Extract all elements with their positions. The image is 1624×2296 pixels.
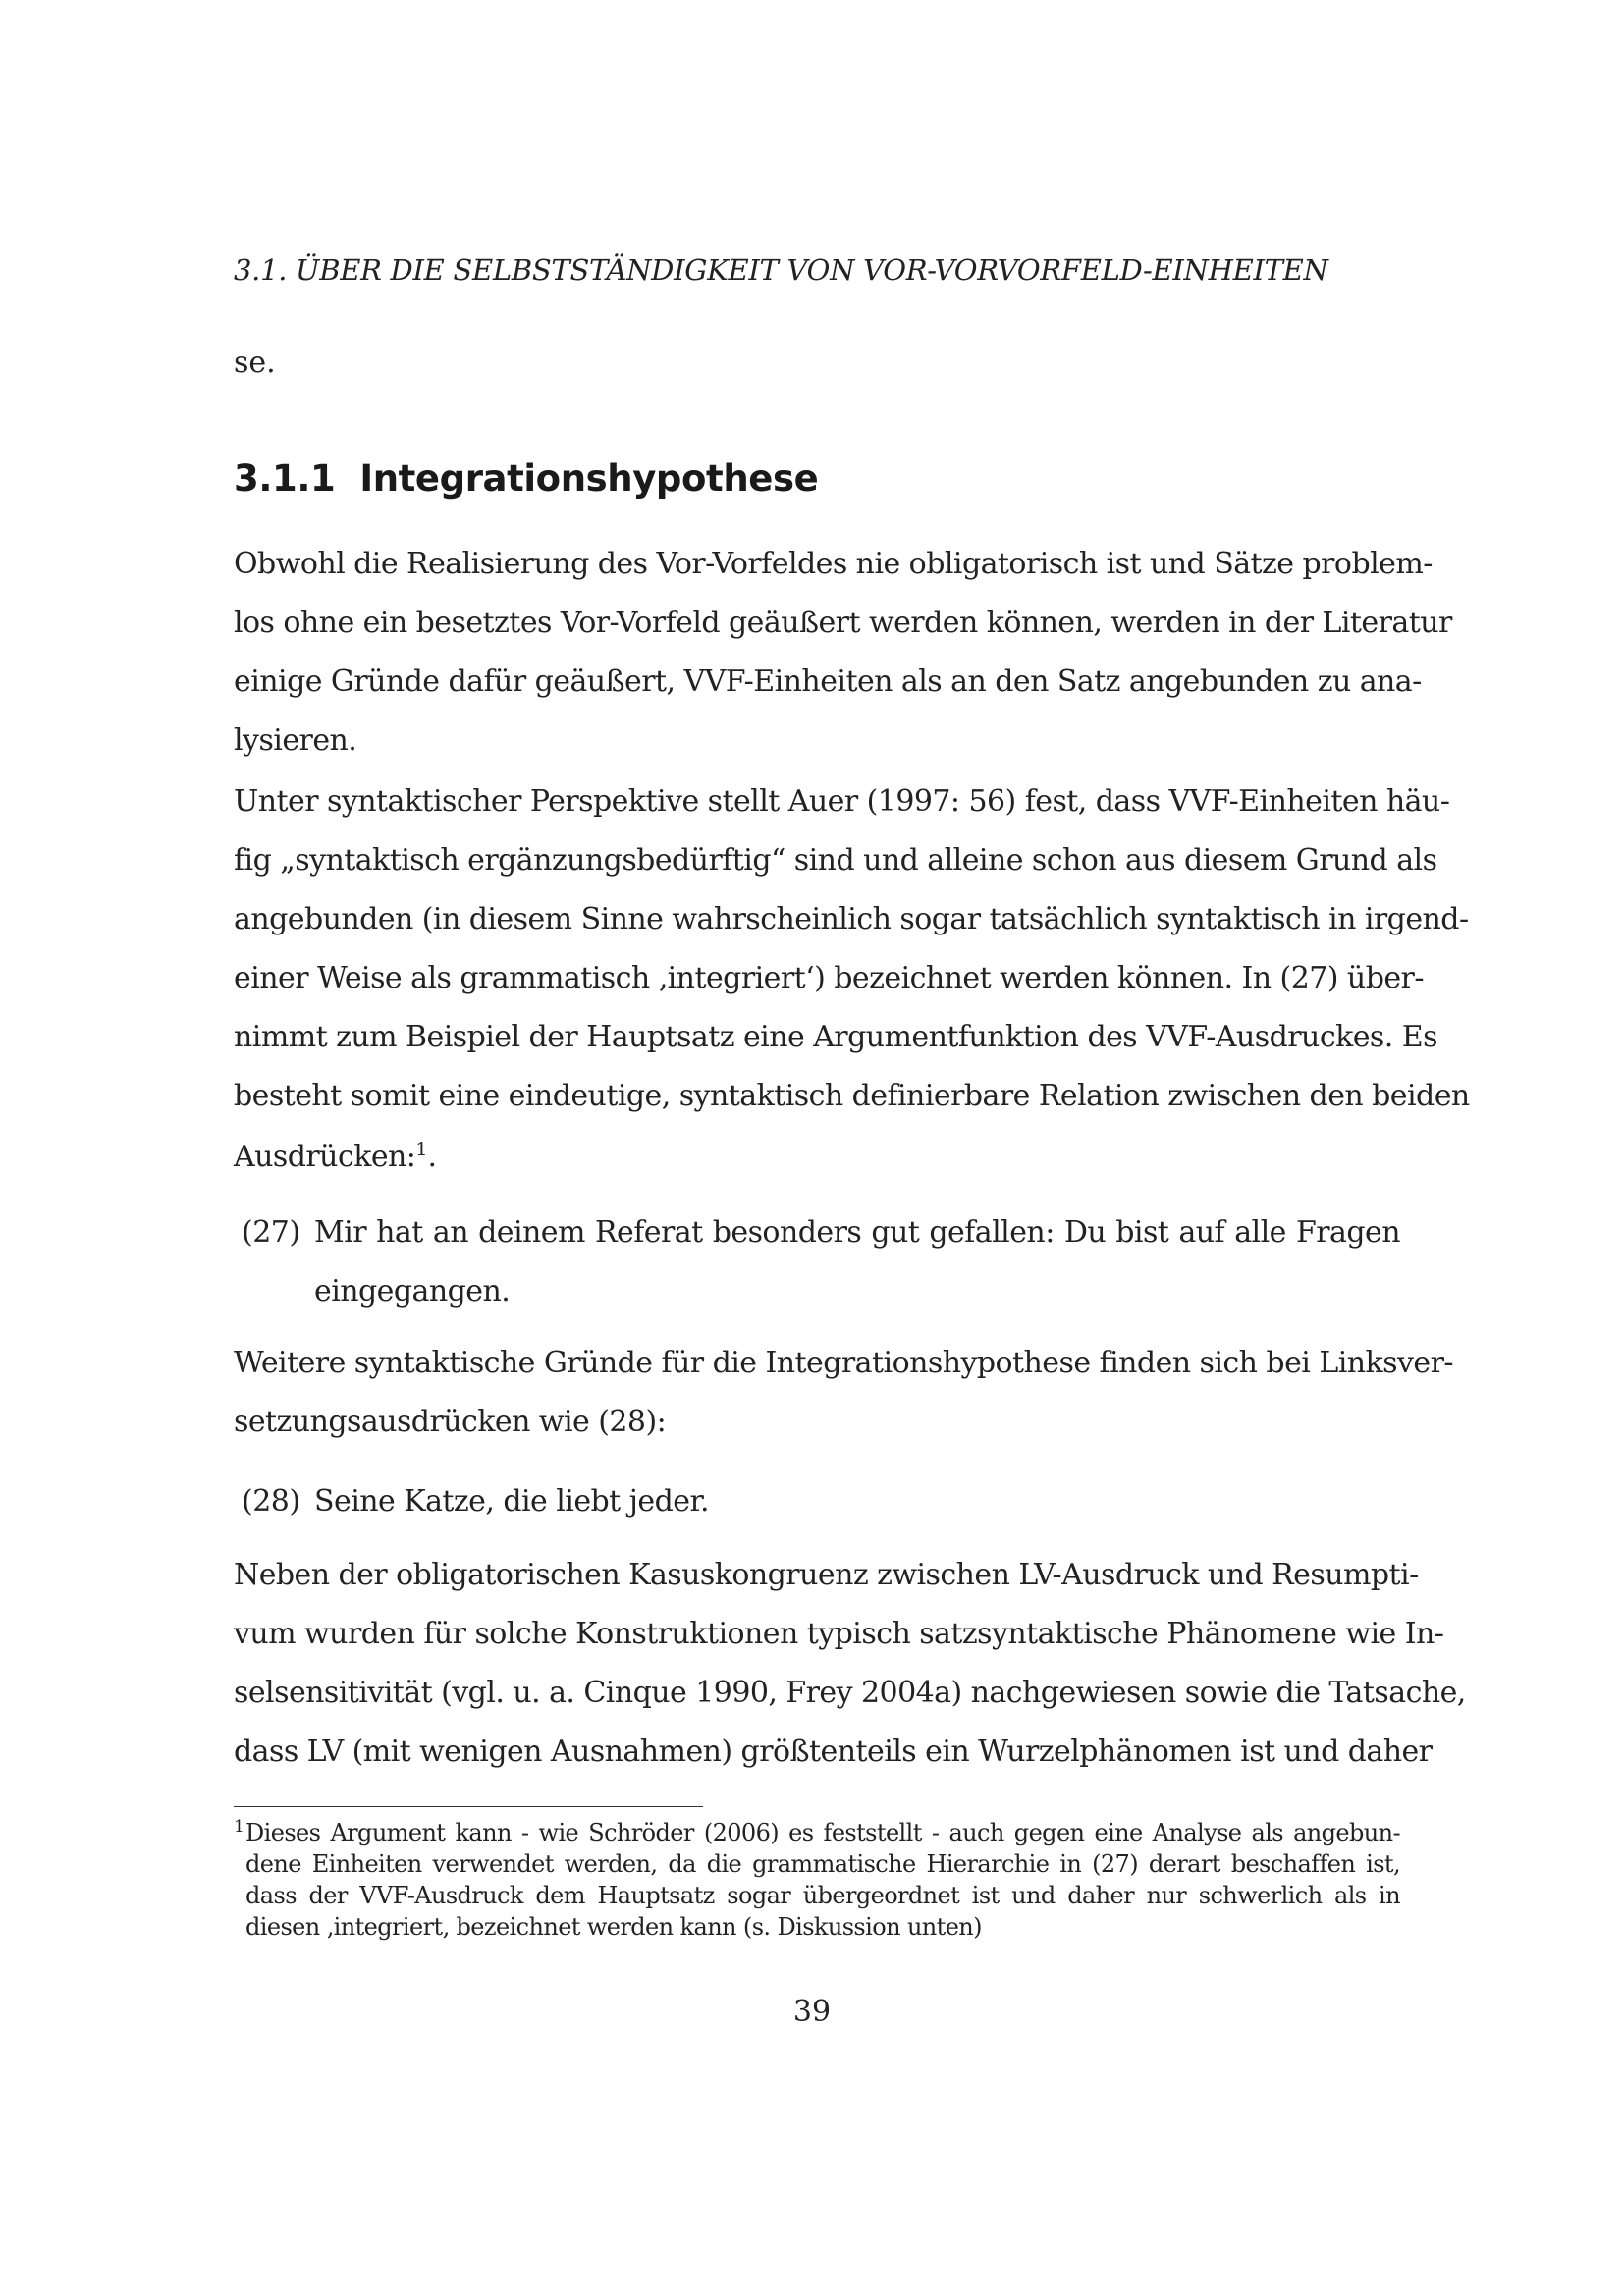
text-line: vum wurden für solche Konstruktionen typisch satzsyntaktische Phänomene wie In- xyxy=(234,1617,1444,1651)
text-line: dass LV (mit wenigen Ausnahmen) größtenteils ein Wurzelphänomen ist und daher xyxy=(234,1735,1433,1769)
example-line: Seine Katze, die liebt jeder. xyxy=(314,1484,709,1519)
footnote-line: diesen ‚integriert‚ bezeichnet werden kann (s. Diskussion unten) xyxy=(245,1913,982,1941)
text-line: selsensitivität (vgl. u. a. Cinque 1990, Frey 2004a) nachgewiesen sowie die Tatsache, xyxy=(234,1676,1466,1710)
text-line-content: Ausdrücken: xyxy=(234,1140,416,1174)
section-title: Integrationshypothese xyxy=(359,457,819,500)
example-line: Mir hat an deinem Referat besonders gut gefallen: Du bist auf alle Fragen xyxy=(314,1215,1400,1250)
text-line: angebunden (in diesem Sinne wahrscheinlich sogar tatsächlich syntaktisch in irgend- xyxy=(234,902,1469,936)
text-line: Neben der obligatorischen Kasuskongruenz zwischen LV-Ausdruck und Resumpti- xyxy=(234,1558,1419,1592)
section-number: 3.1.1 xyxy=(234,457,336,500)
text-line: einer Weise als grammatisch ‚integriert‘) bezeichnet werden können. In (27) über- xyxy=(234,961,1424,995)
text-line: einige Gründe dafür geäußert, VVF-Einheiten als an den Satz angebunden zu ana- xyxy=(234,665,1422,699)
page-number: 39 xyxy=(792,1995,832,2029)
text-line: Obwohl die Realisierung des Vor-Vorfeldes nie obligatorisch ist und Sätze problem- xyxy=(234,547,1433,581)
text-line-punctuation: . xyxy=(427,1140,437,1174)
text-line: besteht somit eine eindeutige, syntaktisch definierbare Relation zwischen den beiden xyxy=(234,1079,1470,1113)
text-line: lysieren. xyxy=(234,723,357,758)
example-line: eingegangen. xyxy=(314,1274,511,1308)
text-line xyxy=(234,1141,436,1172)
text-line: setzungsausdrücken wie (28): xyxy=(234,1405,667,1439)
running-header: 3.1. ÜBER DIE SELBSTSTÄNDIGKEIT VON VOR-VORVORFELD-EINHEITEN xyxy=(234,253,1328,287)
footnote-reference[interactable]: 1 xyxy=(415,1139,428,1160)
continued-text-fragment: se. xyxy=(234,346,276,380)
footnote-line: dene Einheiten verwendet werden, da die grammatische Hierarchie in (27) derart beschaffen ist, xyxy=(245,1850,1400,1878)
footnote-divider xyxy=(234,1806,703,1807)
text-line: nimmt zum Beispiel der Hauptsatz eine Argumentfunktion des VVF-Ausdruckes. Es xyxy=(234,1020,1437,1054)
footnote-line: Dieses Argument kann - wie Schröder (2006) es feststellt - auch gegen eine Analyse als angebun- xyxy=(245,1819,1400,1846)
footnote-line: dass der VVF-Ausdruck dem Hauptsatz sogar übergeordnet ist und daher nur schwerlich als in xyxy=(245,1882,1400,1909)
text-line: los ohne ein besetztes Vor-Vorfeld geäußert werden können, werden in der Literatur xyxy=(234,606,1452,640)
footnote-marker: 1 xyxy=(234,1817,244,1837)
text-line: fig „syntaktisch ergänzungsbedürftig“ sind und alleine schon aus diesem Grund als xyxy=(234,843,1437,878)
example-number: (27) xyxy=(242,1215,300,1250)
example-number: (28) xyxy=(242,1484,300,1519)
text-line: Unter syntaktischer Perspektive stellt Auer (1997: 56) fest, dass VVF-Einheiten häu- xyxy=(234,784,1450,819)
section-heading xyxy=(234,457,818,500)
text-line: Weitere syntaktische Gründe für die Integrationshypothese finden sich bei Linksver- xyxy=(234,1346,1453,1380)
